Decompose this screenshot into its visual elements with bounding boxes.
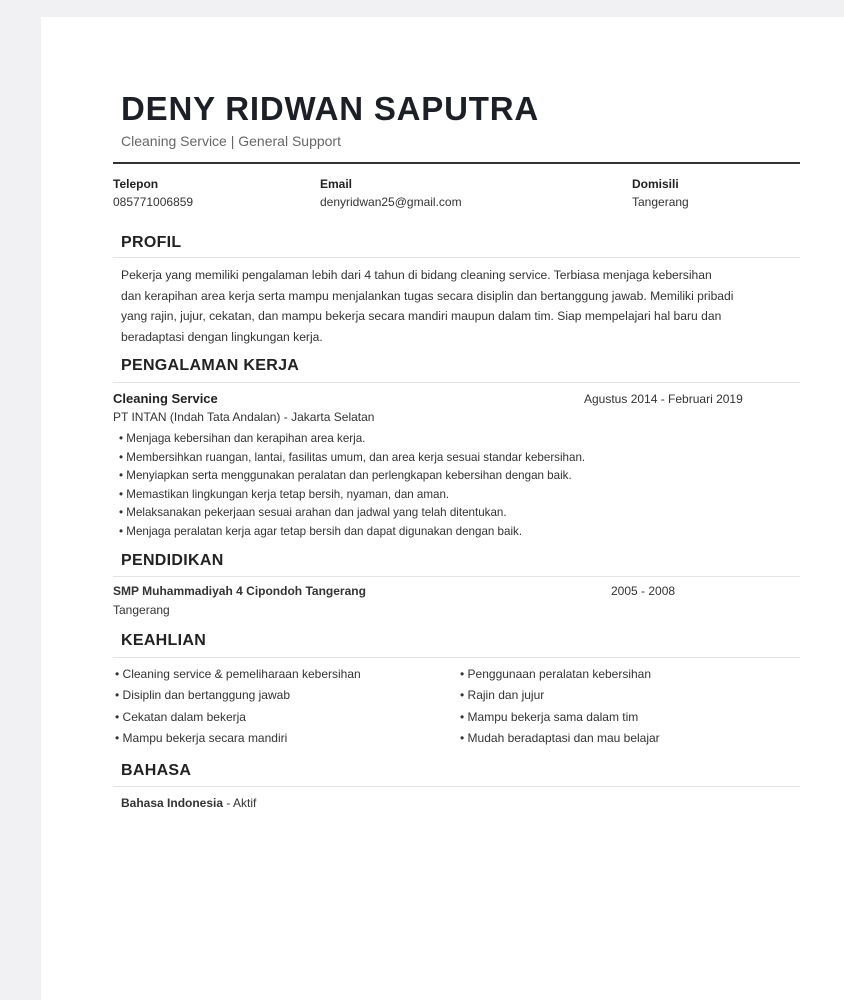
email-label: Email bbox=[320, 177, 353, 191]
profile-divider bbox=[113, 257, 800, 258]
school-name: SMP Muhammadiyah 4 Cipondoh Tangerang bbox=[113, 584, 366, 598]
profile-line: dan kerapihan area kerja serta mampu menjalankan tugas secara disiplin dan bertanggung jawab. Memiliki pribadi bbox=[121, 288, 734, 303]
profile-heading: PROFIL bbox=[121, 234, 182, 251]
job-duties-list bbox=[119, 430, 585, 542]
skill-item: • Cekatan dalam bekerja bbox=[115, 707, 361, 728]
list-item: • Melaksanakan pekerjaan sesuai arahan dan jadwal yang telah ditentukan. bbox=[119, 504, 585, 523]
email-value: denyridwan25@gmail.com bbox=[320, 195, 462, 209]
profile-text bbox=[121, 265, 801, 347]
domicile-value: Tangerang bbox=[632, 195, 689, 209]
school-period: 2005 - 2008 bbox=[611, 584, 676, 598]
skill-item: • Disiplin dan bertanggung jawab bbox=[115, 685, 361, 706]
list-item: • Memastikan lingkungan kerja tetap bersih, nyaman, dan aman. bbox=[119, 486, 585, 505]
list-item: • Membersihkan ruangan, lantai, fasilitas umum, dan area kerja sesuai standar kebersihan. bbox=[119, 449, 585, 468]
job-period: Agustus 2014 - Februari 2019 bbox=[584, 392, 743, 406]
language-level: - Aktif bbox=[223, 796, 257, 810]
profile-line: yang rajin, jujur, cekatan, dan mampu bekerja secara mandiri maupun dalam tim. Siap mempelajari hal baru dan bbox=[121, 309, 722, 323]
profile-line: Pekerja yang memiliki pengalaman lebih dari 4 tahun di bidang cleaning service. Terbiasa menjaga kebersihan bbox=[121, 268, 712, 282]
language-name: Bahasa Indonesia bbox=[121, 796, 224, 810]
skill-item: • Mampu bekerja sama dalam tim bbox=[460, 707, 660, 728]
list-item: • Menyiapkan serta menggunakan peralatan dan perlengkapan kebersihan dengan baik. bbox=[119, 467, 585, 486]
list-item: • Menjaga peralatan kerja agar tetap bersih dan dapat digunakan dengan baik. bbox=[119, 523, 585, 542]
skills-heading: KEAHLIAN bbox=[121, 632, 207, 649]
education-divider bbox=[113, 576, 800, 577]
skill-item: • Cleaning service & pemeliharaan kebersihan bbox=[115, 664, 361, 685]
skill-item: • Mampu bekerja secara mandiri bbox=[115, 728, 361, 749]
experience-heading: PENGALAMAN KERJA bbox=[121, 357, 300, 374]
job-company: PT INTAN (Indah Tata Andalan) - Jakarta Selatan bbox=[113, 410, 375, 424]
phone-value: 085771006859 bbox=[113, 195, 194, 209]
domicile-label: Domisili bbox=[632, 177, 679, 191]
languages-heading: BAHASA bbox=[121, 762, 192, 779]
resume-page bbox=[41, 17, 844, 1000]
school-location: Tangerang bbox=[113, 603, 170, 617]
skill-item: • Penggunaan peralatan kebersihan bbox=[460, 664, 660, 685]
experience-divider bbox=[113, 382, 800, 383]
skills-list-left bbox=[115, 664, 361, 749]
header-divider bbox=[113, 162, 800, 164]
candidate-name: DENY RIDWAN SAPUTRA bbox=[121, 90, 539, 127]
language-entry bbox=[121, 796, 256, 810]
education-heading: PENDIDIKAN bbox=[121, 552, 224, 569]
job-title: Cleaning Service bbox=[113, 391, 218, 406]
profile-line: beradaptasi dengan lingkungan kerja. bbox=[121, 329, 323, 344]
phone-label: Telepon bbox=[113, 177, 159, 191]
skill-item: • Mudah beradaptasi dan mau belajar bbox=[460, 728, 660, 749]
skills-divider bbox=[113, 657, 800, 658]
languages-divider bbox=[113, 786, 800, 787]
list-item: • Menjaga kebersihan dan kerapihan area kerja. bbox=[119, 430, 585, 449]
skill-item: • Rajin dan jujur bbox=[460, 685, 660, 706]
candidate-subtitle: Cleaning Service | General Support bbox=[121, 133, 341, 149]
skills-list-right bbox=[460, 664, 660, 749]
